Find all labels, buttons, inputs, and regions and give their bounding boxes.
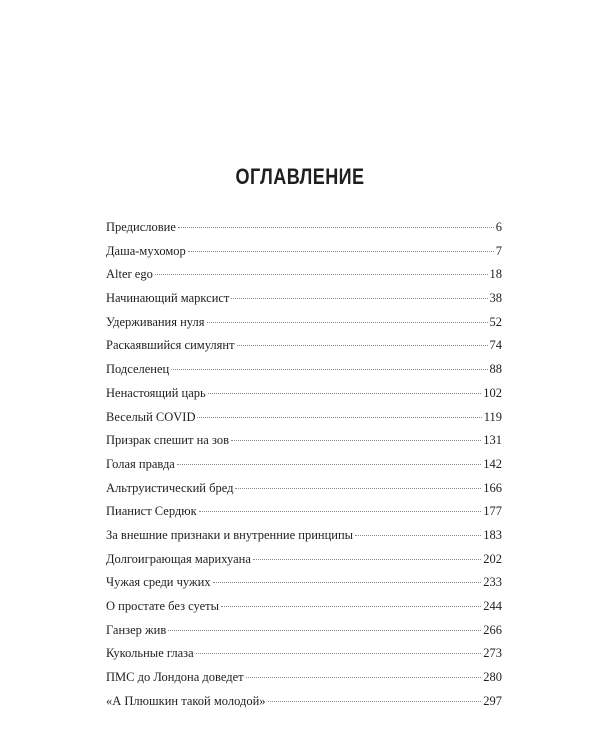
toc-entry-title: Ненастоящий царь xyxy=(106,385,206,400)
toc-entry-title: Кукольные глаза xyxy=(106,646,194,661)
toc-entry-title: Чужая среди чужих xyxy=(106,575,211,590)
table-of-contents xyxy=(106,220,502,717)
dot-leader xyxy=(253,559,481,560)
dot-leader xyxy=(268,701,482,702)
dot-leader xyxy=(237,345,488,346)
toc-entry-title: Альтруистический бред xyxy=(106,480,234,495)
toc-entry[interactable] xyxy=(106,623,502,647)
toc-entry-title: Ганзер жив xyxy=(106,622,167,637)
dot-leader xyxy=(355,535,481,536)
toc-entry[interactable] xyxy=(106,528,502,552)
toc-entry-page: 102 xyxy=(483,385,502,400)
toc-entry-title: Alter ego xyxy=(106,267,153,282)
toc-entry[interactable] xyxy=(106,244,502,268)
toc-entry-page: 280 xyxy=(483,670,502,685)
toc-entry[interactable] xyxy=(106,386,502,410)
toc-entry[interactable] xyxy=(106,504,502,528)
dot-leader xyxy=(197,417,481,418)
toc-entry-title: ПМС до Лондона доведет xyxy=(106,670,244,685)
toc-entry-title: Раскаявшийся симулянт xyxy=(106,338,235,353)
toc-entry[interactable] xyxy=(106,220,502,244)
toc-entry-page: 297 xyxy=(483,693,502,708)
toc-entry[interactable] xyxy=(106,362,502,386)
dot-leader xyxy=(199,511,482,512)
toc-entry[interactable] xyxy=(106,433,502,457)
toc-entry[interactable] xyxy=(106,694,502,718)
dot-leader xyxy=(188,251,494,252)
dot-leader xyxy=(213,582,482,583)
toc-entry-title: Удерживания нуля xyxy=(106,314,205,329)
toc-entry-title: «А Плюшкин такой молодой» xyxy=(106,693,266,708)
dot-leader xyxy=(155,274,488,275)
toc-entry-page: 233 xyxy=(483,575,502,590)
toc-entry[interactable] xyxy=(106,315,502,339)
dot-leader xyxy=(246,677,482,678)
dot-leader xyxy=(207,322,488,323)
toc-entry-page: 166 xyxy=(483,480,502,495)
dot-leader xyxy=(168,630,481,631)
toc-entry[interactable] xyxy=(106,291,502,315)
toc-entry[interactable] xyxy=(106,410,502,434)
page-title: ОГЛАВЛЕНИЕ xyxy=(235,164,365,189)
dot-leader xyxy=(177,464,481,465)
toc-entry-title: Пианист Сердюк xyxy=(106,504,197,519)
dot-leader xyxy=(221,606,481,607)
toc-entry-page: 119 xyxy=(483,409,502,424)
toc-entry-page: 7 xyxy=(495,243,502,258)
dot-leader xyxy=(231,440,481,441)
toc-entry-title: Призрак спешит на зов xyxy=(106,433,229,448)
toc-entry-page: 142 xyxy=(483,456,502,471)
toc-entry[interactable] xyxy=(106,457,502,481)
toc-entry-title: Даша-мухомор xyxy=(106,243,186,258)
toc-entry-title: Предисловие xyxy=(106,220,176,234)
toc-entry-page: 202 xyxy=(483,551,502,566)
toc-entry-title: Голая правда xyxy=(106,456,175,471)
toc-entry-title: Подселенец xyxy=(106,362,170,377)
toc-entry-page: 273 xyxy=(483,646,502,661)
dot-leader xyxy=(171,369,487,370)
toc-entry-page: 6 xyxy=(495,220,502,234)
toc-entry[interactable] xyxy=(106,646,502,670)
dot-leader xyxy=(196,653,482,654)
toc-entry-title: За внешние признаки и внутренние принципы xyxy=(106,527,354,542)
toc-entry[interactable] xyxy=(106,552,502,576)
toc-entry-page: 38 xyxy=(489,291,502,306)
dot-leader xyxy=(208,393,482,394)
toc-entry[interactable] xyxy=(106,575,502,599)
toc-entry-page: 74 xyxy=(489,338,502,353)
toc-entry-page: 131 xyxy=(483,433,502,448)
toc-entry-page: 266 xyxy=(483,622,502,637)
dot-leader xyxy=(178,227,494,228)
toc-entry-page: 18 xyxy=(489,267,502,282)
toc-entry-page: 88 xyxy=(489,362,502,377)
toc-entry[interactable] xyxy=(106,267,502,291)
toc-entry-title: О простате без суеты xyxy=(106,599,220,613)
toc-entry-title: Начинающий марксист xyxy=(106,291,230,306)
toc-entry[interactable] xyxy=(106,599,502,623)
dot-leader xyxy=(235,488,481,489)
dot-leader xyxy=(231,298,487,299)
toc-entry[interactable] xyxy=(106,338,502,362)
toc-entry[interactable] xyxy=(106,481,502,505)
toc-entry-page: 244 xyxy=(483,599,502,613)
toc-entry-title: Веселый COVID xyxy=(106,409,196,424)
toc-entry-page: 52 xyxy=(489,314,502,329)
toc-entry-page: 183 xyxy=(483,527,502,542)
toc-entry[interactable] xyxy=(106,670,502,694)
toc-entry-page: 177 xyxy=(483,504,502,519)
toc-entry-title: Долгоиграющая марихуана xyxy=(106,551,251,566)
